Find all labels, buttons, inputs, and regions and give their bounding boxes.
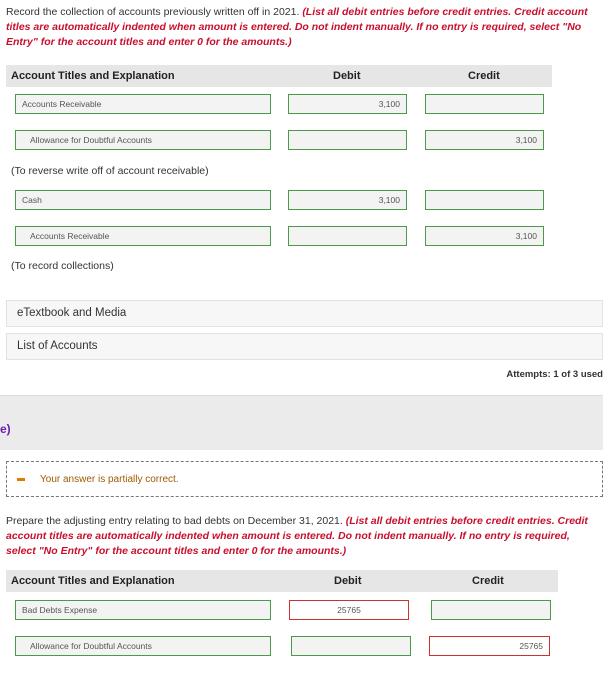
account-select[interactable]: Accounts Receivable — [15, 94, 271, 114]
debit-input[interactable]: 25765 — [289, 600, 409, 620]
debit-input[interactable]: 3,100 — [288, 190, 407, 210]
credit-input[interactable]: 3,100 — [425, 130, 544, 150]
credit-input[interactable] — [425, 190, 544, 210]
instruction-text-part1 — [6, 5, 602, 50]
account-select[interactable]: Cash — [15, 190, 271, 210]
attempts-counter: Attempts: 1 of 3 used — [506, 369, 603, 380]
partial-icon — [17, 478, 25, 481]
header-credit: Credit — [472, 575, 504, 587]
debit-input[interactable]: 3,100 — [288, 94, 407, 114]
instruction-plain: Prepare the adjusting entry relating to bad debts on December 31, 2021. — [6, 515, 346, 527]
feedback-notice — [6, 461, 603, 497]
instruction-plain: Record the collection of accounts previously written off in 2021. — [6, 6, 303, 18]
header-credit: Credit — [468, 70, 500, 82]
debit-input[interactable] — [288, 226, 407, 246]
credit-input[interactable] — [425, 94, 544, 114]
account-select[interactable]: Bad Debts Expense — [15, 600, 271, 620]
credit-input[interactable]: 3,100 — [425, 226, 544, 246]
entry-explanation: (To record collections) — [11, 260, 114, 272]
section-header — [0, 395, 603, 450]
header-account: Account Titles and Explanation — [11, 70, 175, 82]
account-select[interactable]: Allowance for Doubtful Accounts — [15, 130, 271, 150]
header-debit: Debit — [334, 575, 362, 587]
credit-input[interactable] — [431, 600, 551, 620]
account-select[interactable]: Allowance for Doubtful Accounts — [15, 636, 271, 656]
debit-input[interactable] — [288, 130, 407, 150]
journal-header — [6, 570, 558, 592]
feedback-text: Your answer is partially correct. — [40, 474, 179, 485]
debit-input[interactable] — [291, 636, 411, 656]
instruction-emphasis: (List all debit entries before credit entries. Credit account titles are automatically indented when amount is entered. Do not indent manually. If no entry is required, select "No Entry" for the account titles and enter 0 for the amounts.) — [6, 6, 588, 48]
list-of-accounts-link[interactable]: List of Accounts — [6, 333, 603, 360]
section-label: e) — [0, 422, 11, 436]
etextbook-link[interactable]: eTextbook and Media — [6, 300, 603, 327]
instruction-text-part2 — [6, 514, 602, 559]
header-debit: Debit — [333, 70, 361, 82]
journal-header — [6, 65, 552, 87]
entry-explanation: (To reverse write off of account receivable) — [11, 165, 209, 177]
header-account: Account Titles and Explanation — [11, 575, 175, 587]
account-select[interactable]: Accounts Receivable — [15, 226, 271, 246]
credit-input[interactable]: 25765 — [429, 636, 550, 656]
instruction-emphasis: (List all debit entries before credit entries. Credit account titles are automatically indented when amount is entered. Do not indent manually. If no entry is required, select "No Entry" for the account titles and enter 0 for the amounts.) — [6, 515, 588, 557]
